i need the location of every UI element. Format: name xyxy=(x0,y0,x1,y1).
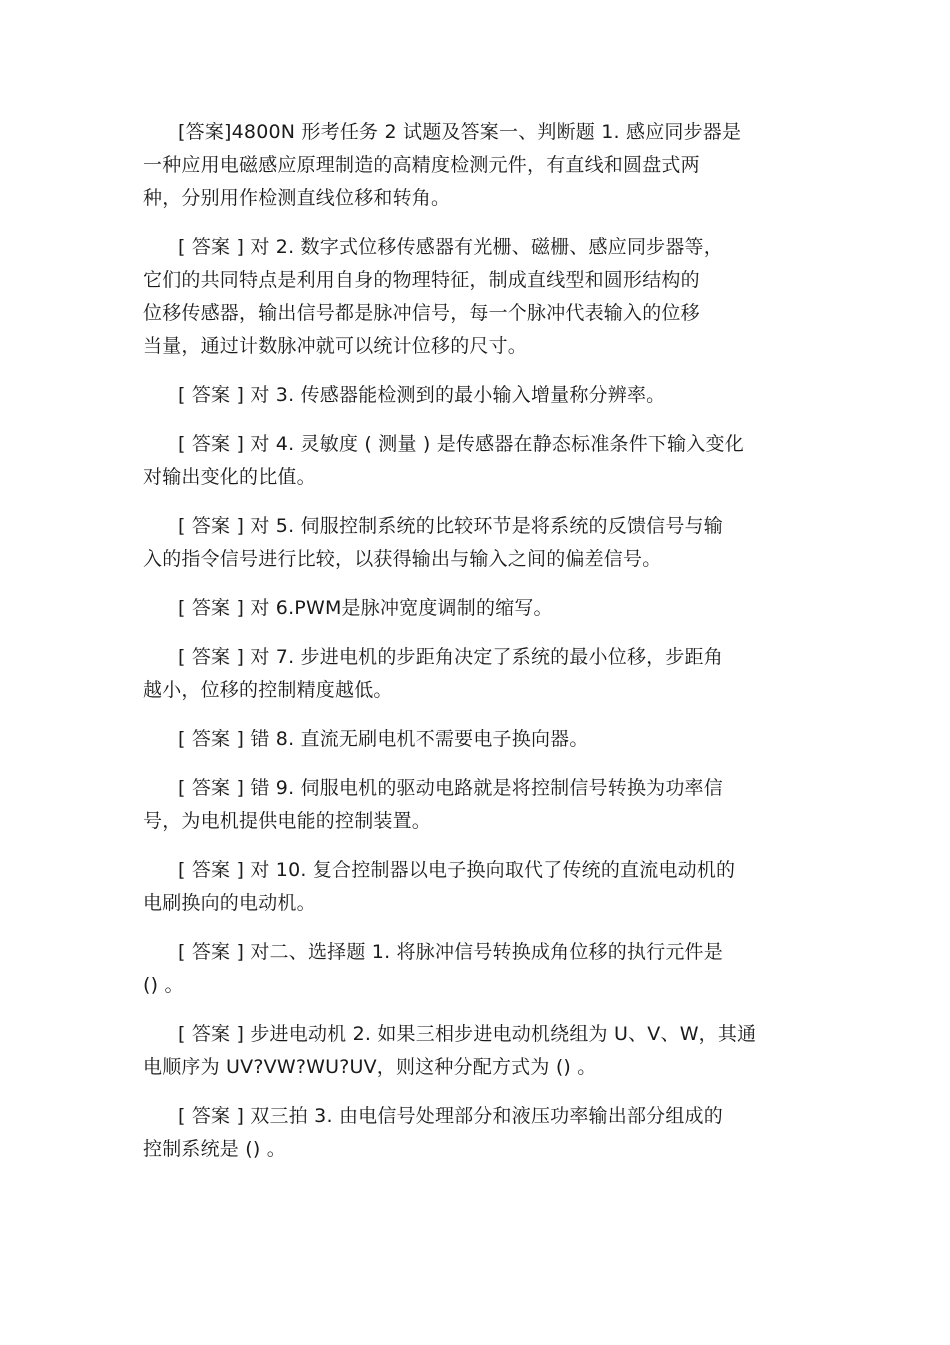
paragraph-13 xyxy=(143,1100,823,1166)
paragraph-line: [ 答案 ] 步进电动机 2. 如果三相步进电动机绕组为 U、V、W，其通 xyxy=(178,1023,757,1045)
paragraph-line: 它们的共同特点是利用自身的物理特征，制成直线型和圆形结构的 xyxy=(143,269,700,291)
paragraph-line: [ 答案 ] 对二、选择题 1. 将脉冲信号转换成角位移的执行元件是 xyxy=(178,941,723,963)
document-page xyxy=(143,116,823,1166)
paragraph-8 xyxy=(143,723,823,756)
paragraph-line: [ 答案 ] 对 6.PWM是脉冲宽度调制的缩写。 xyxy=(178,597,553,619)
paragraph-line: [ 答案 ] 对 5. 伺服控制系统的比较环节是将系统的反馈信号与输 xyxy=(178,515,723,537)
paragraph-line: [ 答案 ] 双三拍 3. 由电信号处理部分和液压功率输出部分组成的 xyxy=(178,1105,723,1127)
paragraph-line: [ 答案 ] 对 10. 复合控制器以电子换向取代了传统的直流电动机的 xyxy=(178,859,736,881)
paragraph-line: [答案]4800N 形考任务 2 试题及答案一、判断题 1. 感应同步器是 xyxy=(178,121,742,143)
paragraph-line: 当量，通过计数脉冲就可以统计位移的尺寸。 xyxy=(143,335,528,357)
paragraph-line: 越小，位移的控制精度越低。 xyxy=(143,679,393,701)
paragraph-2 xyxy=(143,231,823,363)
paragraph-line: [ 答案 ] 对 2. 数字式位移传感器有光栅、磁栅、感应同步器等， xyxy=(178,236,723,258)
paragraph-line: 一种应用电磁感应原理制造的高精度检测元件，有直线和圆盘式两 xyxy=(143,154,700,176)
paragraph-line: [ 答案 ] 对 3. 传感器能检测到的最小输入增量称分辨率。 xyxy=(178,384,666,406)
paragraph-11 xyxy=(143,936,823,1002)
paragraph-line: () 。 xyxy=(143,974,184,996)
paragraph-line: [ 答案 ] 错 9. 伺服电机的驱动电路就是将控制信号转换为功率信 xyxy=(178,777,723,799)
paragraph-line: [ 答案 ] 对 4. 灵敏度 ( 测量 ) 是传感器在静态标准条件下输入变化 xyxy=(178,433,744,455)
paragraph-line: 控制系统是 () 。 xyxy=(143,1138,286,1160)
paragraph-10 xyxy=(143,854,823,920)
paragraph-line: [ 答案 ] 错 8. 直流无刷电机不需要电子换向器。 xyxy=(178,728,589,750)
paragraph-12 xyxy=(143,1018,823,1084)
paragraph-line: 位移传感器，输出信号都是脉冲信号，每一个脉冲代表输入的位移 xyxy=(143,302,700,324)
paragraph-line: 电刷换向的电动机。 xyxy=(143,892,316,914)
paragraph-line: [ 答案 ] 对 7. 步进电机的步距角决定了系统的最小位移，步距角 xyxy=(178,646,723,668)
paragraph-7 xyxy=(143,641,823,707)
paragraph-line: 电顺序为 UV?VW?WU?UV，则这种分配方式为 () 。 xyxy=(143,1056,597,1078)
paragraph-line: 入的指令信号进行比较，以获得输出与输入之间的偏差信号。 xyxy=(143,548,662,570)
paragraph-4 xyxy=(143,428,823,494)
paragraph-1 xyxy=(143,116,823,215)
paragraph-line: 种，分别用作检测直线位移和转角。 xyxy=(143,187,451,209)
paragraph-5 xyxy=(143,510,823,576)
paragraph-9 xyxy=(143,772,823,838)
paragraph-line: 对输出变化的比值。 xyxy=(143,466,316,488)
paragraph-line: 号，为电机提供电能的控制装置。 xyxy=(143,810,432,832)
paragraph-6 xyxy=(143,592,823,625)
paragraph-3 xyxy=(143,379,823,412)
